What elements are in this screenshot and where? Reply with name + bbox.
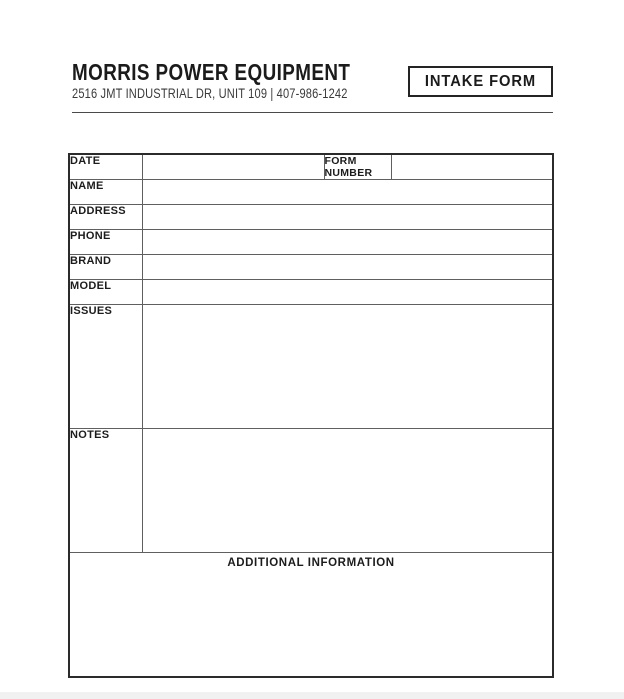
row-date bbox=[69, 154, 553, 180]
page-bottom-edge bbox=[0, 692, 624, 699]
row-address bbox=[69, 205, 553, 230]
name-value-cell bbox=[142, 180, 553, 205]
row-issues bbox=[69, 305, 553, 429]
business-address: 2516 JMT INDUSTRIAL DR, UNIT 109 | 407-986-1242 bbox=[72, 86, 348, 101]
brand-label: BRAND bbox=[69, 255, 142, 280]
name-label: NAME bbox=[69, 180, 142, 205]
issues-value-cell bbox=[142, 305, 553, 429]
row-notes bbox=[69, 429, 553, 553]
additional-information-cell bbox=[69, 553, 553, 677]
business-name: MORRIS POWER EQUIPMENT bbox=[72, 59, 351, 85]
address-value-cell bbox=[142, 205, 553, 230]
form-number-value-cell bbox=[391, 154, 553, 180]
date-value-cell bbox=[142, 154, 324, 180]
form-number-label: FORM NUMBER bbox=[324, 154, 391, 180]
phone-value-cell bbox=[142, 230, 553, 255]
row-name bbox=[69, 180, 553, 205]
intake-table bbox=[68, 153, 554, 678]
form-title-box bbox=[408, 66, 553, 97]
phone-label: PHONE bbox=[69, 230, 142, 255]
issues-label: ISSUES bbox=[69, 305, 142, 429]
header-divider bbox=[72, 112, 553, 113]
date-label: DATE bbox=[69, 154, 142, 180]
row-brand bbox=[69, 255, 553, 280]
notes-value-cell bbox=[142, 429, 553, 553]
model-value-cell bbox=[142, 280, 553, 305]
row-additional-information bbox=[69, 553, 553, 677]
additional-information-label: ADDITIONAL INFORMATION bbox=[227, 557, 395, 569]
notes-label: NOTES bbox=[69, 429, 142, 553]
brand-block bbox=[72, 60, 350, 101]
model-label: MODEL bbox=[69, 280, 142, 305]
form-title-label: INTAKE FORM bbox=[424, 72, 537, 90]
row-model bbox=[69, 280, 553, 305]
address-label: ADDRESS bbox=[69, 205, 142, 230]
row-phone bbox=[69, 230, 553, 255]
brand-value-cell bbox=[142, 255, 553, 280]
